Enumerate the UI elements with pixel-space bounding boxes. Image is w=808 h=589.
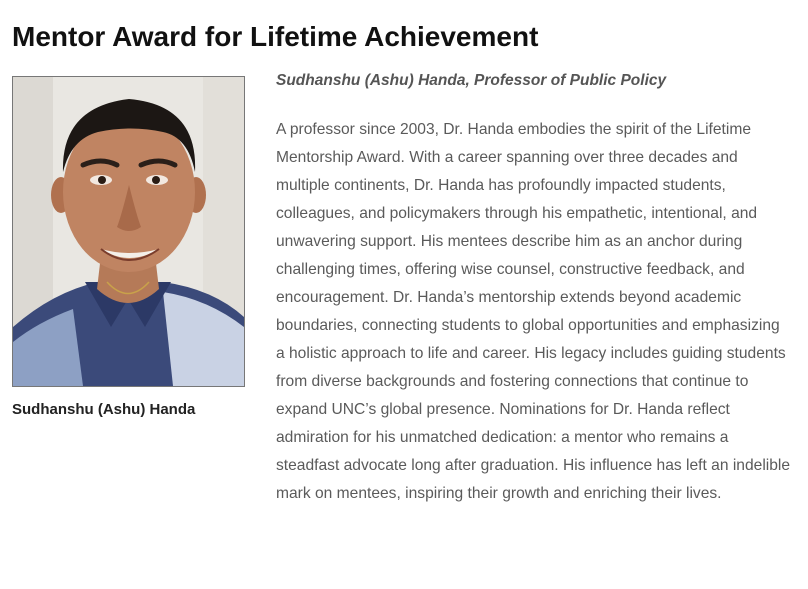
article-subtitle: Sudhanshu (Ashu) Handa, Professor of Public Policy [276, 72, 667, 89]
article-body: A professor since 2003, Dr. Handa embodies the spirit of the Lifetime Mentorship Award. With a career spanning over three decades and multiple continents, Dr. Handa has profoundly impacted students, colleagues, and policymakers through his empathetic, intentional, and unwavering support. His mentees describe him as an anchor during challenging times, offering wise counsel, constructive feedback, and encouragement. Dr. Handa’s mentorship extends beyond academic boundaries, connecting students to global opportunities and emphasizing a holistic approach to life and career. His legacy includes guiding students from diverse backgrounds and fostering connections that continue to expand UNC’s global presence. Nominations for Dr. Handa reflect admiration for his unmatched dedication: a mentor who remains a steadfast advocate long after graduation. His influence has left an indelible mark on mentees, inspiring their growth and enriching their lives. [276, 121, 791, 502]
page-title: Mentor Award for Lifetime Achievement [12, 21, 539, 52]
photo-caption: Sudhanshu (Ashu) Handa [12, 401, 196, 418]
portrait-photo [12, 76, 245, 387]
portrait-illustration [13, 77, 244, 386]
